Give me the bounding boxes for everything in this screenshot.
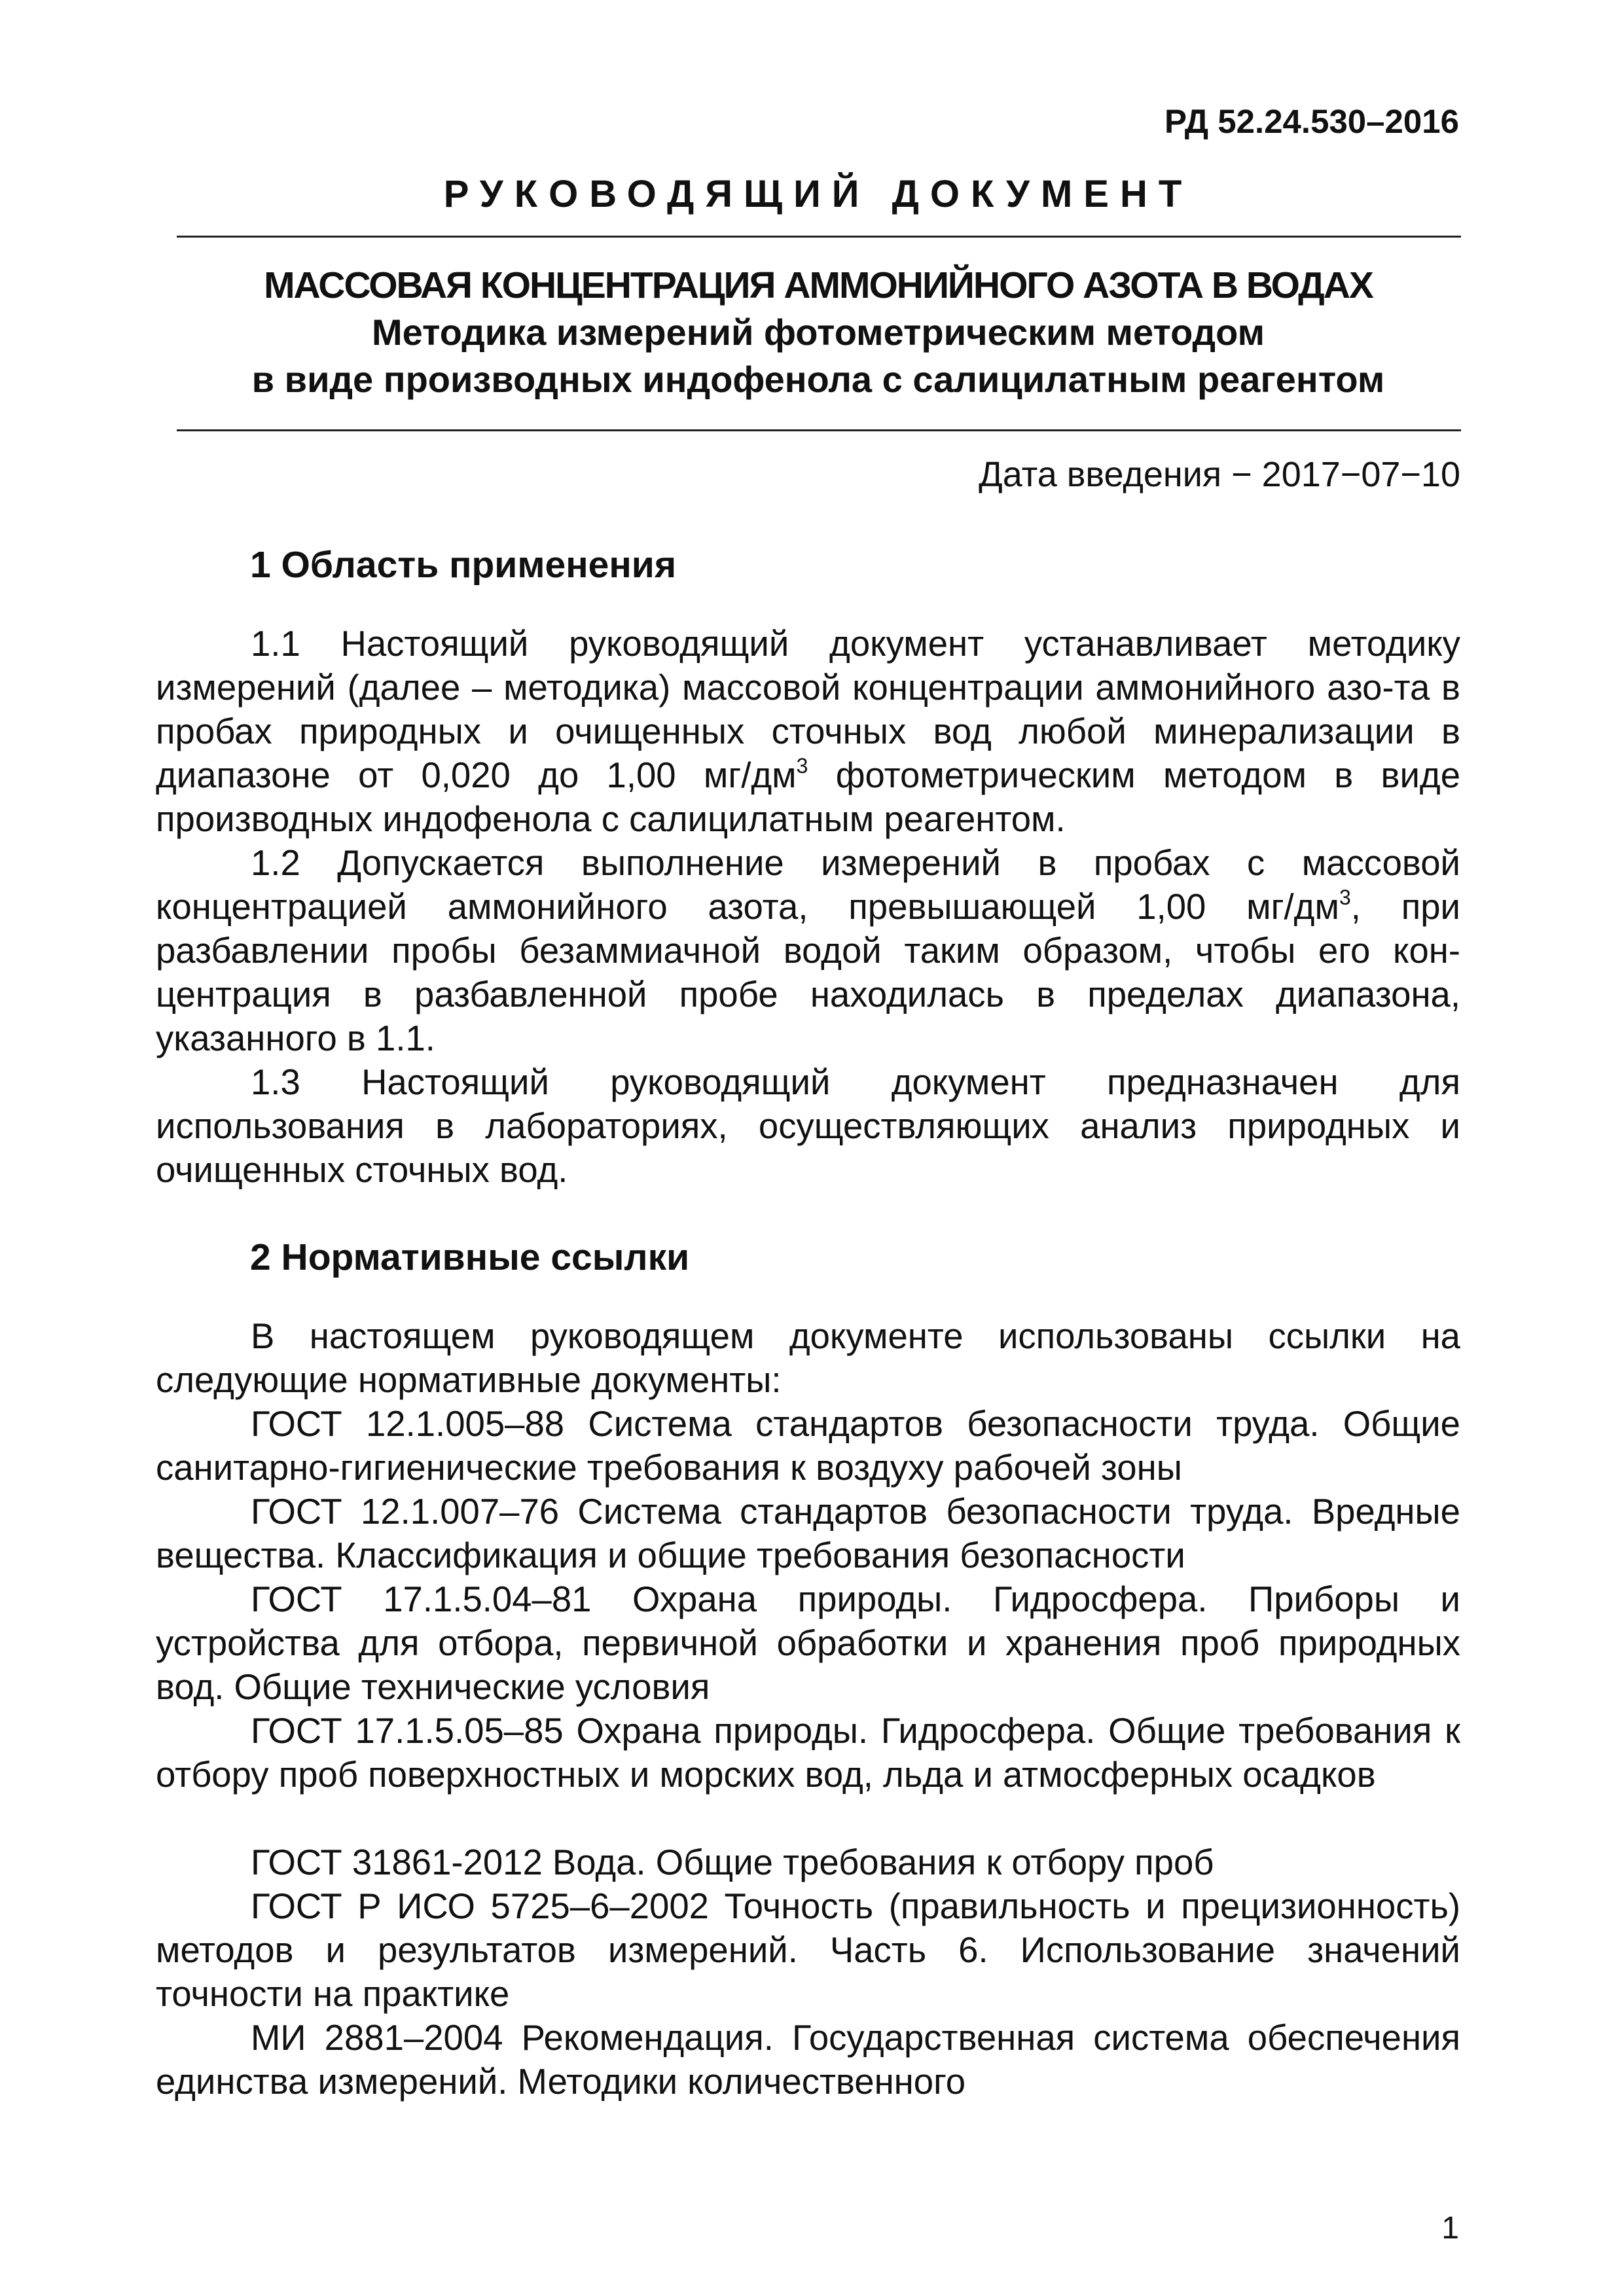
- superscript-3: 3: [796, 754, 808, 778]
- title-main-line: МАССОВАЯ КОНЦЕНТРАЦИЯ АММОНИЙНОГО АЗОТА В ВОДАХ: [264, 264, 1373, 306]
- document-kind-heading: РУКОВОДЯЩИЙ ДОКУМЕНТ: [443, 173, 1193, 215]
- title-bottom-rule: [177, 429, 1461, 431]
- reference-item: ГОСТ 12.1.007–76 Система стандартов безопасности труда. Вредные вещества. Классификация и общие требования безопасности: [156, 1492, 1460, 1575]
- title-top-rule: [177, 236, 1461, 238]
- reference-item: МИ 2881–2004 Рекомендация. Государственная система обеспечения единства измерений. Методики количественного: [156, 2018, 1460, 2102]
- paragraph-1-3: 1.3 Настоящий руководящий документ предназначен для использования в лабораториях, осуществляющих анализ природных и очищенных сточных вод.: [156, 1062, 1460, 1190]
- paragraph-1-2-text-a: 1.2 Допускается выполнение измерений в пробах с массовой концентрацией аммонийного азота, превышающей 1,00 мг/дм: [156, 843, 1460, 927]
- paragraph-1-1: [156, 622, 1460, 841]
- title-sub-line-1: Методика измерений фотометрическим методом: [372, 312, 1265, 353]
- document-code: РД 52.24.530–2016: [1164, 103, 1459, 140]
- section-2-heading: 2 Нормативные ссылки: [250, 1236, 690, 1278]
- reference-item: ГОСТ 17.1.5.04–81 Охрана природы. Гидросфера. Приборы и устройства для отбора, первичной обработки и хранения проб природных вод. Общие технические условия: [156, 1579, 1460, 1707]
- paragraph-1-2: [156, 841, 1460, 1060]
- page-number: 1: [1441, 2211, 1459, 2246]
- introduction-date: Дата введения − 2017−07−10: [979, 455, 1460, 494]
- section-2-intro: В настоящем руководящем документе использованы ссылки на следующие нормативные документы:: [156, 1316, 1460, 1400]
- reference-item: ГОСТ 31861-2012 Вода. Общие требования к отбору проб: [251, 1842, 1214, 1882]
- superscript-3: 3: [1339, 886, 1351, 909]
- section-1-heading: 1 Область применения: [250, 544, 677, 586]
- title-sub-line-2: в виде производных индофенола с салицилатным реагентом: [251, 359, 1385, 400]
- paragraph-1-1-text-a: 1.1 Настоящий руководящий документ устанавливает методику измерений (далее – методика) массовой концентрации аммонийного азо-та в пробах природных и очищенных сточных вод любой минерализации в диапазоне от 0,020 до 1,00 мг/дм: [156, 624, 1460, 795]
- paragraph-1-1-text-b: фотометрическим методом в виде производных индофенола с салицилатным реагентом.: [156, 755, 1461, 839]
- document-title: [177, 262, 1460, 403]
- paragraph-1-2-text-b: , при разбавлении пробы безаммиачной водой таким образом, чтобы его кон-центрация в разбавленной пробе находилась в пределах диапазона, указанного в 1.1.: [156, 887, 1460, 1058]
- reference-item: ГОСТ Р ИСО 5725–6–2002 Точность (правильность и прецизионность) методов и результатов измерений. Часть 6. Использование значений точности на практике: [156, 1886, 1460, 2014]
- reference-item: ГОСТ 12.1.005–88 Система стандартов безопасности труда. Общие санитарно-гигиенические требования к воздуху рабочей зоны: [156, 1404, 1460, 1488]
- reference-item: ГОСТ 17.1.5.05–85 Охрана природы. Гидросфера. Общие требования к отбору проб поверхностных и морских вод, льда и атмосферных осадков: [156, 1711, 1460, 1795]
